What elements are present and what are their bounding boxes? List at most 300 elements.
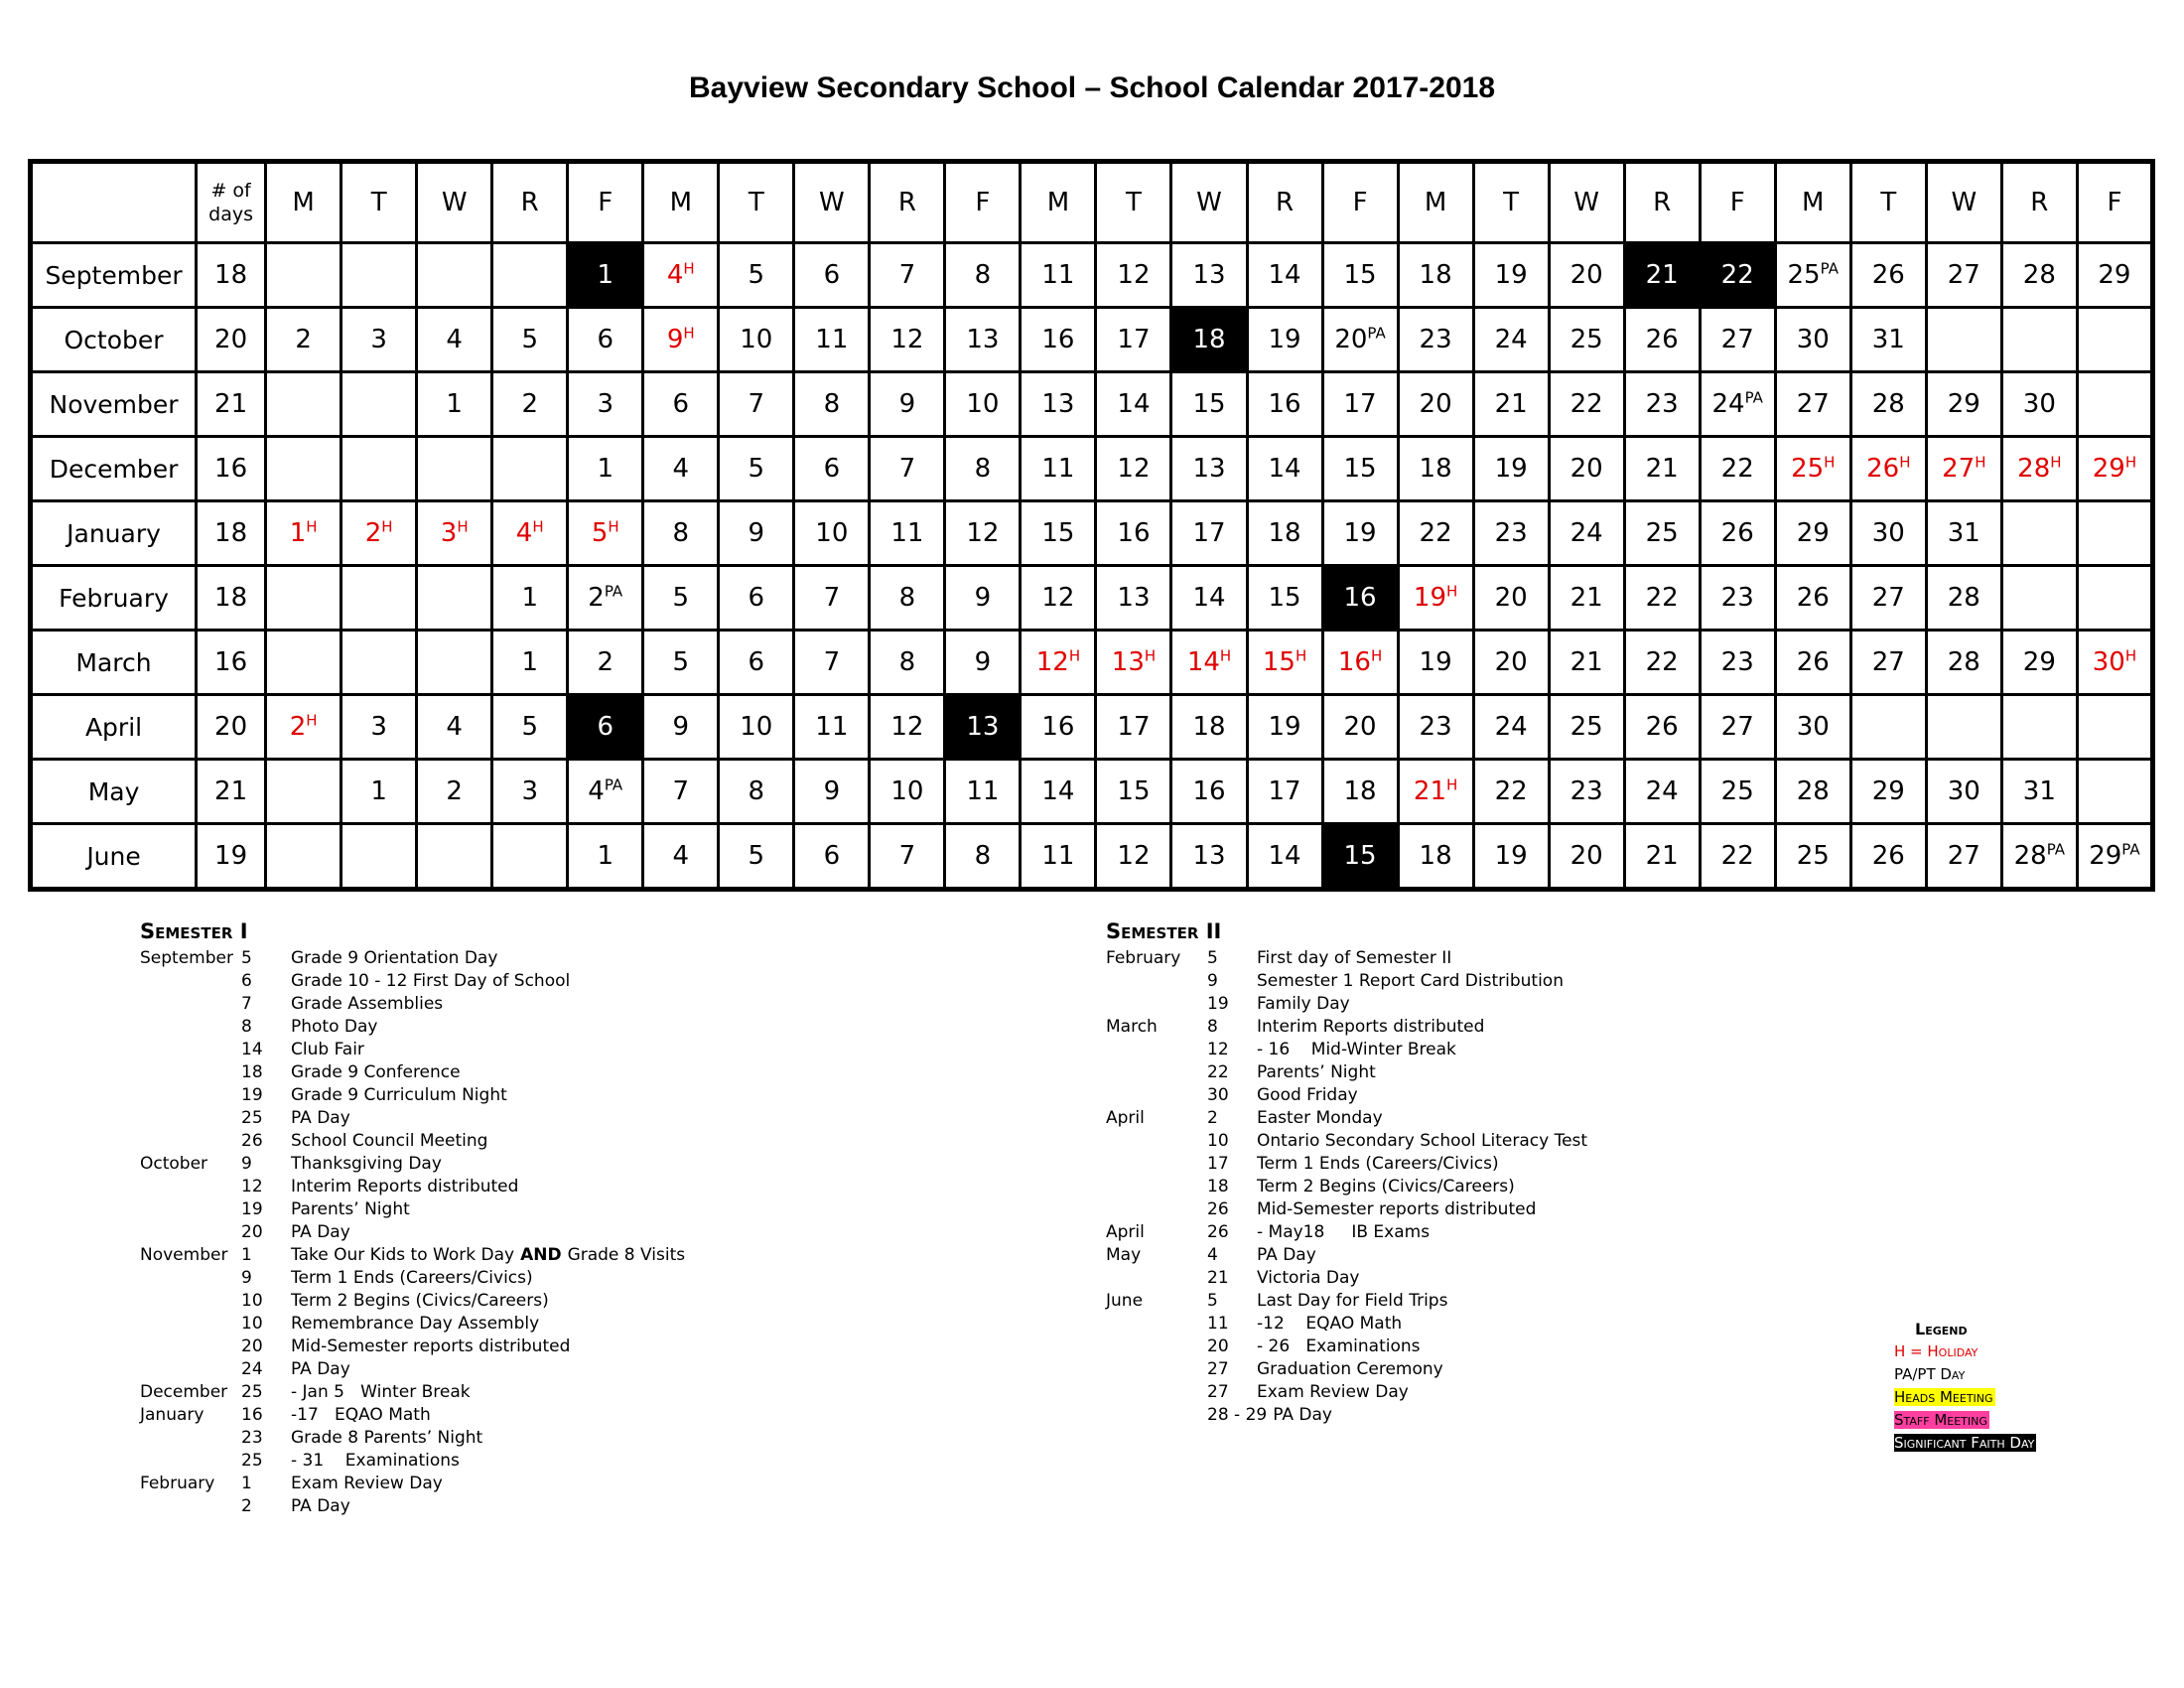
day-cell [2001, 372, 2077, 437]
day-number: 14 [1186, 647, 1220, 677]
holiday-cell [266, 695, 341, 760]
pa-day-cell [568, 566, 643, 631]
weekday-header: F [2077, 162, 2152, 243]
day-number: 8 [823, 389, 841, 419]
day-number: 5 [748, 454, 765, 484]
day-cell [1549, 308, 1624, 372]
event-day: 27 [1207, 1359, 1229, 1379]
event-text: Mid-Semester reports distributed [291, 1336, 571, 1356]
month-name: June [31, 824, 197, 890]
day-number: 28 [2013, 841, 2047, 871]
day-cell [719, 243, 794, 308]
day-cell [1850, 566, 1926, 631]
day-cell [1549, 372, 1624, 437]
event-text: PA Day [291, 1359, 350, 1379]
day-number: 17 [1268, 776, 1301, 806]
day-number: 10 [815, 518, 849, 548]
day-cell [945, 824, 1021, 890]
holiday-cell [643, 308, 719, 372]
day-number: 29 [1871, 776, 1905, 806]
event-row [140, 1450, 685, 1473]
day-number: 13 [1041, 389, 1075, 419]
event-month [140, 1061, 241, 1084]
weekday-header: T [719, 162, 794, 243]
day-number: 9 [974, 583, 992, 613]
event-text: - Jan 5 Winter Break [291, 1382, 471, 1402]
day-cell [1473, 437, 1549, 501]
day-cell [1850, 631, 1926, 695]
day-cell [1549, 824, 1624, 890]
event-row [1106, 947, 1587, 970]
day-number: 22 [1720, 454, 1754, 484]
day-number: 26 [1645, 712, 1679, 742]
days-count: 18 [197, 566, 266, 631]
month-name: October [31, 308, 197, 372]
day-number: 12 [966, 518, 1000, 548]
event-day: 27 [1207, 1382, 1229, 1402]
day-cell [1096, 566, 1171, 631]
day-cell [1850, 308, 1926, 372]
day-cell [1096, 243, 1171, 308]
day-cell [266, 372, 341, 437]
event-text: Grade 9 Curriculum Night [291, 1085, 507, 1105]
weekday-header: R [870, 162, 945, 243]
event-row [1106, 1290, 1587, 1313]
event-month [140, 1427, 241, 1450]
day-number: 15 [1192, 389, 1226, 419]
day-number: 28 [2017, 454, 2051, 484]
day-cell [1473, 824, 1549, 890]
event-month [1106, 1039, 1207, 1061]
event-day: 30 [1207, 1085, 1229, 1105]
day-cell [945, 501, 1021, 566]
event-text: Grade Assemblies [291, 994, 444, 1014]
day-cell [719, 760, 794, 824]
holiday-cell [1398, 760, 1473, 824]
event-text: Club Fair [291, 1040, 364, 1059]
day-number: 3 [370, 712, 387, 742]
pa-day-cell [1775, 243, 1850, 308]
day-cell [492, 566, 568, 631]
day-marker: H [2124, 646, 2137, 665]
day-number: 15 [1041, 518, 1075, 548]
legend-item [1894, 1363, 2036, 1386]
day-cell [945, 437, 1021, 501]
day-marker: H [1824, 453, 1836, 472]
day-cell [870, 501, 945, 566]
day-number: 30 [2092, 647, 2125, 677]
day-number: 11 [1041, 454, 1075, 484]
day-cell [568, 372, 643, 437]
day-number: 16 [1343, 583, 1377, 613]
day-number: 20 [1343, 712, 1377, 742]
event-month [140, 1221, 241, 1244]
event-month [140, 1084, 241, 1107]
day-number: 17 [1117, 325, 1151, 354]
day-number: 12 [890, 712, 924, 742]
day-cell [492, 308, 568, 372]
event-day: 9 [241, 1154, 252, 1174]
day-cell [719, 501, 794, 566]
pa-day-cell [1322, 308, 1398, 372]
day-cell [870, 566, 945, 631]
legend-title: Legend [1915, 1320, 1968, 1338]
day-cell [1700, 437, 1775, 501]
event-text: - May18 IB Exams [1257, 1222, 1431, 1242]
event-text: PA Day [1257, 1405, 1332, 1425]
day-cell [1775, 631, 1850, 695]
event-row [1106, 1176, 1587, 1198]
day-cell [1775, 501, 1850, 566]
day-cell [568, 824, 643, 890]
day-number: 11 [815, 325, 849, 354]
day-number: 6 [672, 389, 690, 419]
day-cell [1775, 824, 1850, 890]
day-cell [1021, 760, 1096, 824]
event-text: -12 EQAO Math [1257, 1314, 1403, 1334]
day-cell [1926, 501, 2001, 566]
event-month [140, 1313, 241, 1336]
event-day: 10 [241, 1314, 263, 1334]
day-marker: H [683, 259, 695, 278]
day-cell [2077, 372, 2152, 437]
event-text: Ontario Secondary School Literacy Test [1257, 1131, 1588, 1151]
day-cell [1247, 501, 1322, 566]
day-number: 26 [1796, 647, 1830, 677]
day-number: 8 [974, 841, 992, 871]
event-month [140, 993, 241, 1016]
day-number: 6 [597, 712, 614, 742]
day-cell [1473, 501, 1549, 566]
event-text: Grade 9 Orientation Day [291, 948, 498, 968]
legend-label: PA/PT Day [1894, 1365, 1966, 1383]
event-row [140, 1039, 685, 1061]
day-number: 7 [898, 841, 916, 871]
day-number: 2 [521, 389, 538, 419]
event-row [1106, 1267, 1587, 1290]
day-marker: H [306, 711, 318, 730]
day-cell [1624, 308, 1700, 372]
day-cell [2001, 243, 2077, 308]
day-number: 11 [966, 776, 1000, 806]
holiday-cell [417, 501, 492, 566]
month-name: April [31, 695, 197, 760]
day-number: 20 [1570, 454, 1603, 484]
day-number: 1 [597, 454, 614, 484]
day-number: 9 [823, 776, 841, 806]
month-row [31, 308, 2153, 372]
day-number: 1 [446, 389, 463, 419]
day-cell [643, 695, 719, 760]
day-cell [1624, 501, 1700, 566]
day-number: 8 [672, 518, 690, 548]
day-number: 23 [1570, 776, 1603, 806]
day-cell [1171, 437, 1247, 501]
day-number: 11 [815, 712, 849, 742]
day-cell [1926, 372, 2001, 437]
day-number: 6 [823, 454, 841, 484]
day-cell [341, 631, 417, 695]
day-number: 13 [1192, 841, 1226, 871]
day-cell [719, 824, 794, 890]
days-count-header: # of days [197, 162, 266, 243]
event-month [1106, 1313, 1207, 1336]
day-cell [643, 824, 719, 890]
day-cell [417, 695, 492, 760]
day-cell [1926, 631, 2001, 695]
day-cell [1171, 372, 1247, 437]
day-cell [1850, 824, 1926, 890]
day-number: 11 [1041, 260, 1075, 290]
day-cell [1473, 308, 1549, 372]
day-cell [1926, 760, 2001, 824]
day-cell [870, 437, 945, 501]
days-count: 16 [197, 631, 266, 695]
day-cell [1398, 243, 1473, 308]
day-number: 15 [1343, 841, 1377, 871]
day-cell [266, 437, 341, 501]
event-row [1106, 1039, 1587, 1061]
holiday-cell [266, 501, 341, 566]
day-cell [719, 566, 794, 631]
event-day: 10 [1207, 1131, 1229, 1151]
day-number: 5 [521, 712, 538, 742]
day-number: 21 [1645, 454, 1679, 484]
day-number: 26 [1866, 454, 1900, 484]
month-name: September [31, 243, 197, 308]
day-number: 24 [1570, 518, 1603, 548]
day-cell [341, 566, 417, 631]
holiday-cell [341, 501, 417, 566]
day-number: 11 [1041, 841, 1075, 871]
holiday-cell [643, 243, 719, 308]
day-number: 1 [289, 518, 307, 548]
day-cell [719, 437, 794, 501]
event-text: School Council Meeting [291, 1131, 488, 1151]
day-cell [1096, 437, 1171, 501]
day-number: 13 [966, 325, 1000, 354]
event-day: 12 [241, 1177, 263, 1196]
day-number: 4 [515, 518, 533, 548]
day-cell [1021, 243, 1096, 308]
event-day: 26 [1207, 1222, 1229, 1242]
event-text: First day of Semester II [1257, 948, 1452, 968]
pa-day-cell [568, 760, 643, 824]
day-cell [1624, 695, 1700, 760]
event-text: Interim Reports distributed [291, 1177, 519, 1196]
day-cell [1624, 760, 1700, 824]
weekday-header: M [266, 162, 341, 243]
day-number: 1 [521, 583, 538, 613]
event-text: Victoria Day [1257, 1268, 1360, 1288]
faith-day-cell [1322, 824, 1398, 890]
day-cell [417, 631, 492, 695]
day-number: 15 [1343, 260, 1377, 290]
event-text: Easter Monday [1257, 1108, 1383, 1128]
day-number: 1 [370, 776, 387, 806]
event-text: Good Friday [1257, 1085, 1358, 1105]
day-number: 31 [1947, 518, 1980, 548]
month-name: February [31, 566, 197, 631]
event-day: 18 [241, 1062, 263, 1082]
day-cell [266, 824, 341, 890]
weekday-header: F [568, 162, 643, 243]
day-number: 29 [2098, 260, 2131, 290]
event-month [1106, 1061, 1207, 1084]
day-cell [870, 824, 945, 890]
day-number: 19 [1494, 841, 1528, 871]
month-header-cell [31, 162, 197, 243]
day-number: 23 [1720, 583, 1754, 613]
event-row [1106, 1244, 1587, 1267]
day-number: 16 [1041, 325, 1075, 354]
day-cell [1171, 566, 1247, 631]
month-name: January [31, 501, 197, 566]
event-day: 1 [241, 1245, 252, 1265]
day-cell [1850, 372, 1926, 437]
day-cell [1624, 437, 1700, 501]
event-month [140, 1336, 241, 1358]
day-cell [945, 631, 1021, 695]
day-number: 17 [1192, 518, 1226, 548]
day-marker: H [1144, 646, 1157, 665]
day-cell [492, 824, 568, 890]
day-number: 20 [1334, 325, 1368, 354]
event-row [140, 1404, 685, 1427]
day-number: 7 [748, 389, 765, 419]
day-number: 12 [1117, 841, 1151, 871]
day-number: 25 [1791, 454, 1825, 484]
event-day: 5 [1207, 948, 1218, 968]
day-cell [1247, 566, 1322, 631]
day-cell [719, 372, 794, 437]
day-number: 12 [1117, 260, 1151, 290]
day-cell [1021, 372, 1096, 437]
day-cell [794, 501, 870, 566]
event-day: 25 [241, 1382, 263, 1402]
event-row [140, 1336, 685, 1358]
event-row [140, 993, 685, 1016]
day-cell [2001, 695, 2077, 760]
day-number: 16 [1268, 389, 1301, 419]
day-cell [1322, 695, 1398, 760]
event-day: 12 [1207, 1040, 1229, 1059]
day-cell [1398, 501, 1473, 566]
day-number: 7 [672, 776, 690, 806]
day-cell [1775, 308, 1850, 372]
day-cell [266, 631, 341, 695]
day-cell [1398, 372, 1473, 437]
event-text: Take Our Kids to Work Day [291, 1245, 515, 1265]
day-number: 26 [1796, 583, 1830, 613]
day-number: 26 [1720, 518, 1754, 548]
faith-day-cell [1171, 308, 1247, 372]
day-cell [1096, 695, 1171, 760]
event-text: Grade 9 Conference [291, 1062, 461, 1082]
event-row [140, 1358, 685, 1381]
day-cell [643, 760, 719, 824]
weekday-header: M [1775, 162, 1850, 243]
day-number: 16 [1041, 712, 1075, 742]
event-text: Term 1 Ends (Careers/Civics) [291, 1268, 533, 1288]
day-number: 28 [1796, 776, 1830, 806]
day-number: 15 [1262, 647, 1296, 677]
day-number: 24 [1645, 776, 1679, 806]
event-row [140, 1381, 685, 1404]
weekday-header: M [643, 162, 719, 243]
day-number: 22 [1645, 647, 1679, 677]
day-number: 21 [1645, 260, 1679, 290]
day-cell [1247, 695, 1322, 760]
semester-1-title: Semester I [140, 919, 248, 943]
day-number: 19 [1494, 260, 1528, 290]
event-day: 7 [241, 994, 252, 1014]
day-cell [794, 760, 870, 824]
day-number: 24 [1494, 712, 1528, 742]
day-number: 3 [440, 518, 458, 548]
day-number: 29 [2022, 647, 2056, 677]
day-marker: H [532, 517, 544, 536]
event-month [1106, 1336, 1207, 1358]
day-number: 5 [521, 325, 538, 354]
day-number: 17 [1117, 712, 1151, 742]
day-number: 20 [1494, 647, 1528, 677]
day-number: 6 [748, 647, 765, 677]
day-cell [1322, 372, 1398, 437]
event-day: 5 [1207, 1291, 1218, 1311]
event-text: Interim Reports distributed [1257, 1017, 1485, 1037]
event-month [1106, 1176, 1207, 1198]
day-marker: PA [604, 582, 623, 601]
day-number: 20 [1419, 389, 1452, 419]
weekday-header: R [1624, 162, 1700, 243]
holiday-cell [2001, 437, 2077, 501]
weekday-header: T [1850, 162, 1926, 243]
calendar-header-row [31, 162, 2153, 243]
day-number: 29 [2089, 841, 2122, 871]
event-text: Photo Day [291, 1017, 378, 1037]
event-text: Semester 1 Report Card Distribution [1257, 971, 1564, 991]
weekday-header: F [945, 162, 1021, 243]
holiday-cell [1775, 437, 1850, 501]
day-number: 9 [748, 518, 765, 548]
day-number: 2 [446, 776, 463, 806]
day-cell [2001, 308, 2077, 372]
event-month [1106, 1358, 1207, 1381]
event-month [1106, 1153, 1207, 1176]
event-month [1106, 1130, 1207, 1153]
day-cell [1926, 695, 2001, 760]
day-cell [266, 566, 341, 631]
event-month [1106, 1381, 1207, 1404]
day-cell [1700, 760, 1775, 824]
day-cell [568, 631, 643, 695]
day-cell [870, 631, 945, 695]
day-number: 9 [666, 325, 684, 354]
event-row [140, 1473, 685, 1495]
event-month: April [1106, 1222, 1145, 1242]
day-cell [643, 437, 719, 501]
day-number: 11 [890, 518, 924, 548]
event-day: 19 [241, 1199, 263, 1219]
month-name: December [31, 437, 197, 501]
event-month [140, 1176, 241, 1198]
event-row [140, 1244, 685, 1267]
day-number: 4 [446, 325, 463, 354]
day-number: 3 [597, 389, 614, 419]
day-number: 12 [1117, 454, 1151, 484]
day-cell [1171, 695, 1247, 760]
